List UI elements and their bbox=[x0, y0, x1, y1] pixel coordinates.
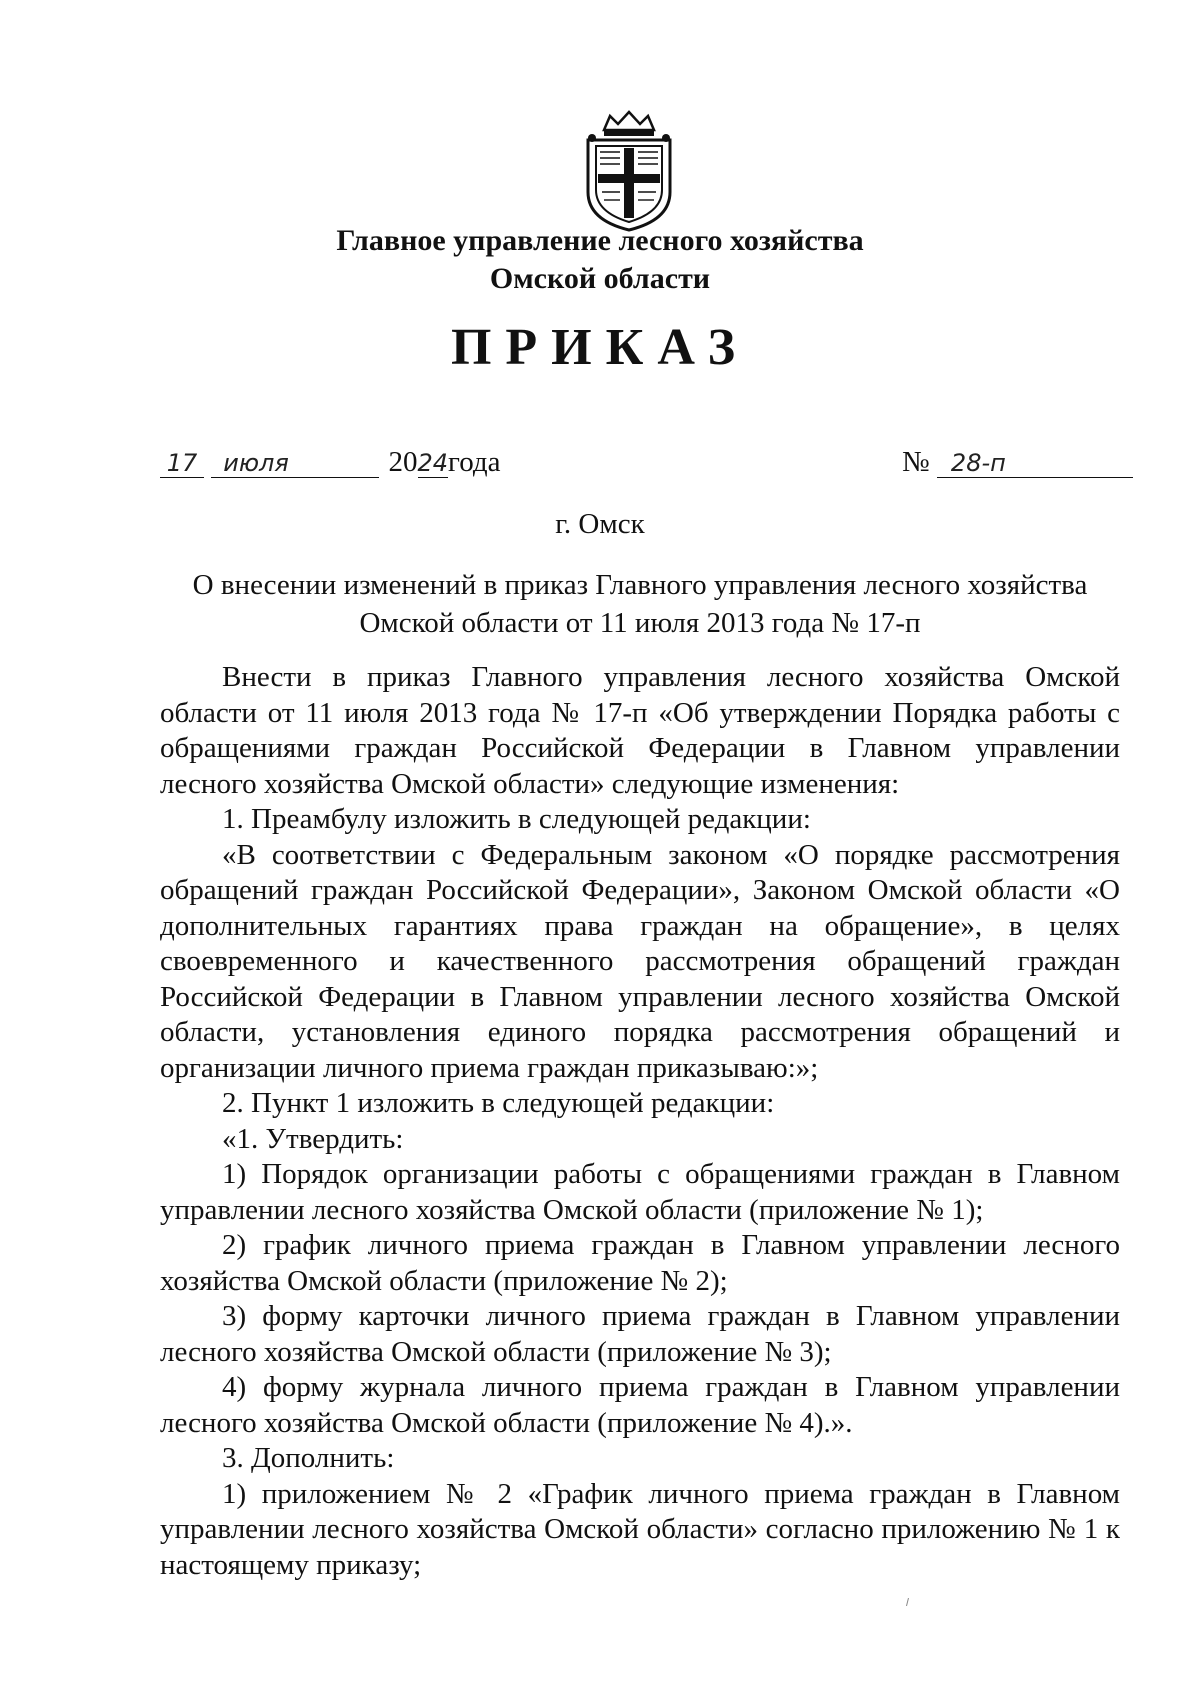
order-date-year-prefix: 20 bbox=[388, 446, 418, 478]
body-paragraph: 4) форму журнала личного приема граждан в Главном управлении лесного хозяйства Омской области (приложение № 4).». bbox=[160, 1371, 1120, 1439]
order-number bbox=[902, 446, 1133, 479]
order-date-month: июля bbox=[211, 449, 379, 478]
body-paragraph: 3. Дополнить: bbox=[222, 1442, 395, 1474]
order-body bbox=[160, 660, 1120, 1583]
body-paragraph: 2) график личного приема граждан в Главном управлении лесного хозяйства Омской области (приложение № 2); bbox=[160, 1229, 1120, 1297]
order-date-year-word: года bbox=[448, 446, 501, 478]
city-name: г. Омск bbox=[555, 508, 645, 540]
order-date-day: 17 bbox=[160, 449, 204, 478]
organization-name-line2: Омской области bbox=[489, 262, 711, 295]
order-number-value: 28-п bbox=[937, 449, 1133, 478]
body-paragraph: Внести в приказ Главного управления лесного хозяйства Омской области от 11 июля 2013 года № 17-п «Об утверждении Порядка работы с обращениями граждан Российской Федерации в Главном управлении лесного хозяйства Омской области» следующие изменения: bbox=[160, 661, 1120, 800]
order-date-year-suffix: 24 bbox=[417, 449, 449, 477]
organization-name-line1: Главное управление лесного хозяйства bbox=[336, 224, 864, 257]
order-number-label: № bbox=[902, 446, 930, 478]
omsk-region-coat-of-arms-icon bbox=[574, 108, 684, 234]
document-type-title: ПРИКАЗ bbox=[450, 319, 750, 376]
order-date bbox=[160, 446, 501, 479]
organization-name bbox=[300, 222, 900, 298]
order-subject bbox=[160, 566, 1120, 642]
body-paragraph: 1) Порядок организации работы с обращениями граждан в Главном управлении лесного хозяйства Омской области (приложение № 1); bbox=[160, 1158, 1120, 1226]
body-paragraph: «1. Утвердить: bbox=[222, 1122, 404, 1155]
body-paragraph: 1. Преамбулу изложить в следующей редакции: bbox=[222, 803, 811, 835]
body-paragraph: 1) приложением № 2 «График личного приема граждан в Главном управлении лесного хозяйства Омской области» согласно приложению № 1 к настоящему приказу; bbox=[160, 1477, 1120, 1581]
order-subject-line1: О внесении изменений в приказ Главного управления лесного хозяйства bbox=[192, 569, 1088, 601]
body-paragraph: 3) форму карточки личного приема граждан в Главном управлении лесного хозяйства Омской области (приложение № 3); bbox=[160, 1300, 1120, 1368]
body-paragraph: «В соответствии с Федеральным законом «О порядке рассмотрения обращений граждан Российской Федерации», Законом Омской области «О дополнительных гарантиях права граждан на обращение», в целях своевременного и качественного рассмотрения обращений граждан Российской Федерации в Главном управлении лесного хозяйства Омской области, установления единого порядка рассмотрения обращений и организации личного приема граждан приказываю:»; bbox=[160, 838, 1120, 1084]
order-subject-line2: Омской области от 11 июля 2013 года № 17-п bbox=[359, 607, 921, 639]
scan-speck bbox=[906, 1598, 909, 1606]
body-paragraph: 2. Пункт 1 изложить в следующей редакции: bbox=[222, 1087, 775, 1119]
